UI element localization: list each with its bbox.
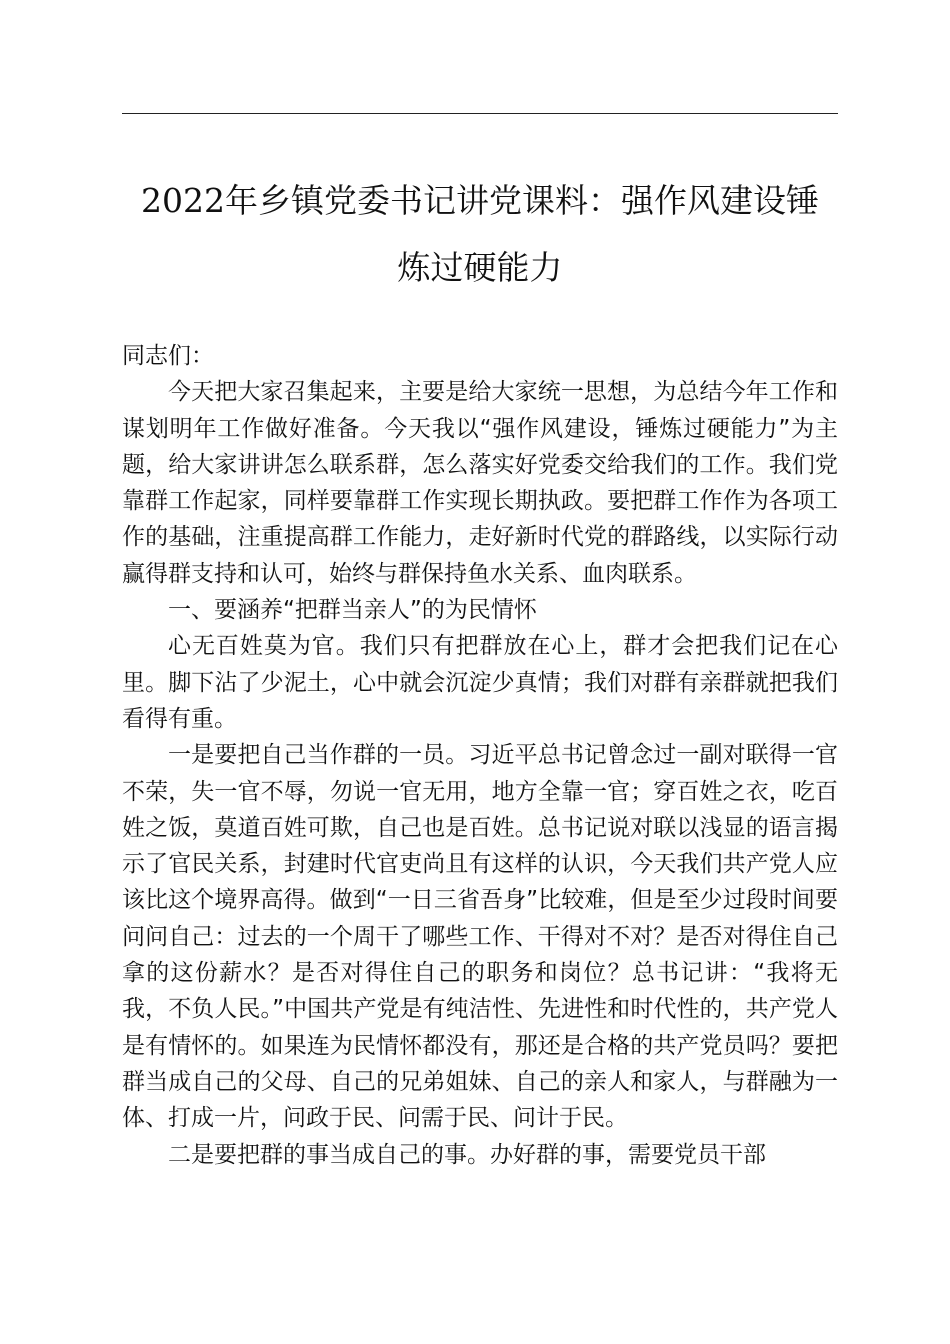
paragraph-intro: 今天把大家召集起来，主要是给大家统一思想，为总结今年工作和谋划明年工作做好准备。今天我以“强作风建设，锤炼过硬能力”为主题，给大家讲讲怎么联系群，怎么落实好党委交给我们的工作。我们党靠群工作起家，同样要靠群工作实现长期执政。要把群工作作为各项工作的基础，注重提高群工作能力，走好新时代党的群路线，以实际行动赢得群支持和认可，始终与群保持鱼水关系、血肉联系。 <box>122 379 838 587</box>
document-body <box>122 338 838 1173</box>
paragraph-point-2: 二是要把群的事当成自己的事。办好群的事，需要党员干部 <box>168 1141 766 1168</box>
document-title-line-2: 炼过硬能力 <box>397 248 563 287</box>
salutation: 同志们： <box>122 343 214 369</box>
section-heading-1: 一、要涵养“把群当亲人”的为民情怀 <box>168 597 537 624</box>
header-rule <box>122 113 838 114</box>
paragraph-section-1-lead: 心无百姓莫为官。我们只有把群放在心上，群才会把我们记在心里。脚下沾了少泥土，心中就会沉淀少真情；我们对群有亲群就把我们看得有重。 <box>122 633 838 732</box>
paragraph-point-1: 一是要把自己当作群的一员。习近平总书记曾念过一副对联得一官不荣，失一官不辱，勿说一官无用，地方全靠一官；穿百姓之衣，吃百姓之饭，莫道百姓可欺，自己也是百姓。总书记说对联以浅显的语言揭示了官民关系，封建时代官吏尚且有这样的认识，今天我们共产党人应该比这个境界高得。做到“一日三省吾身”比较难，但是至少过段时间要问问自己：过去的一个周干了哪些工作、干得对不对？是否对得住自己拿的这份薪水？是否对得住自己的职务和岗位？总书记讲：“我将无我，不负人民。”中国共产党是有纯洁性、先进性和时代性的，共产党人是有情怀的。如果连为民情怀都没有，那还是合格的共产党员吗？要把群当成自己的父母、自己的兄弟姐妹、自己的亲人和家人，与群融为一体、打成一片，问政于民、问需于民、问计于民。 <box>122 742 838 1132</box>
document-title-line-1: 2022年乡镇党委书记讲党课料：强作风建设锤 <box>141 181 819 220</box>
